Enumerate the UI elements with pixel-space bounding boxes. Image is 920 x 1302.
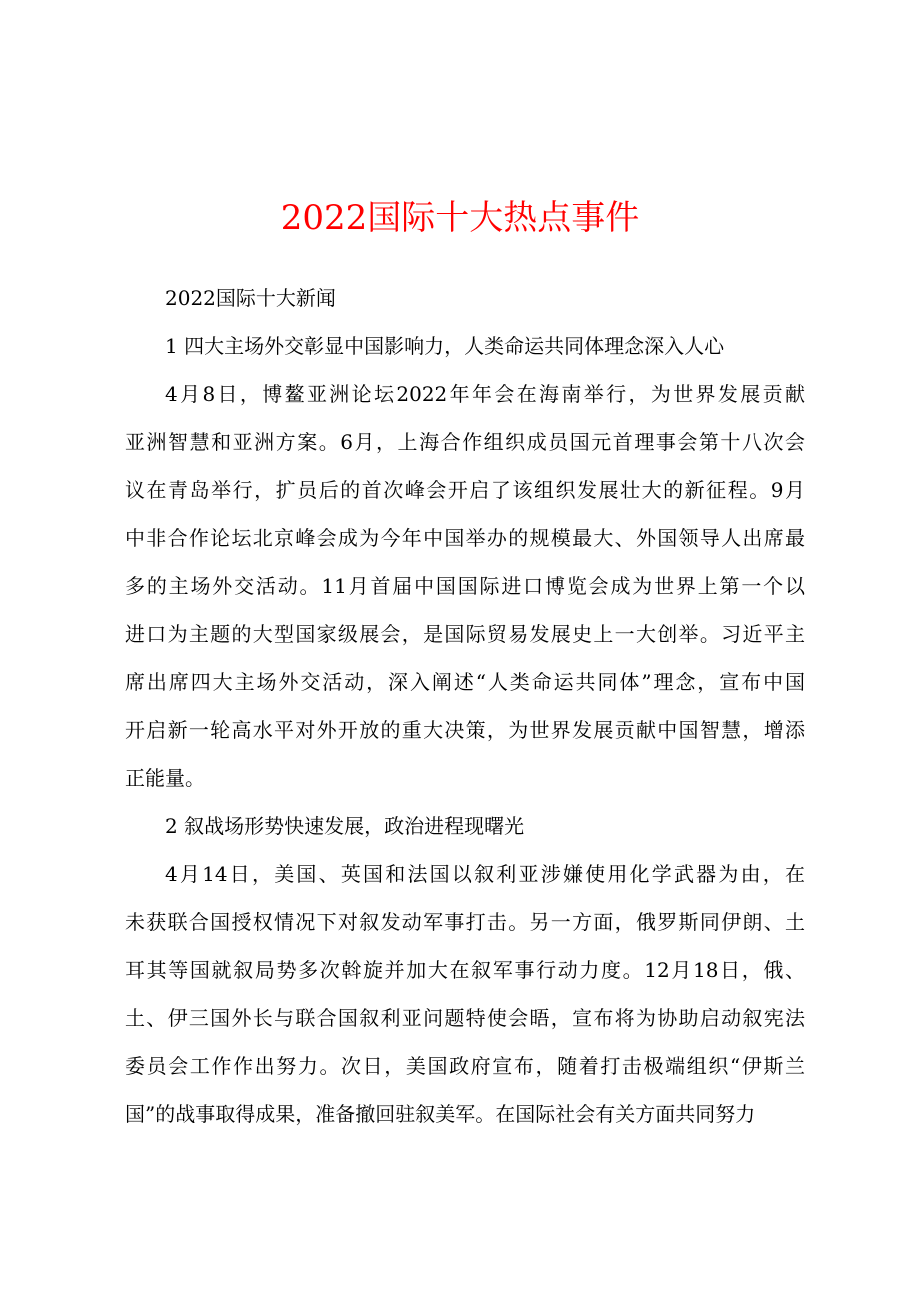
text-line: 开启新一轮高水平对外开放的重大决策，为世界发展贡献中国智慧，增添 xyxy=(125,718,805,742)
text-line: 耳其等国就叙局势多次斡旋并加大在叙军事行动力度。12月18日，俄、 xyxy=(125,958,805,982)
text-line: 中非合作论坛北京峰会成为今年中国举办的规模最大、外国领导人出席最 xyxy=(125,526,805,550)
text-line: 土、伊三国外长与联合国叙利亚问题特使会晤，宣布将为协助启动叙宪法 xyxy=(125,1006,805,1030)
text-line: 进口为主题的大型国家级展会，是国际贸易发展史上一大创举。习近平主 xyxy=(125,622,805,646)
text-line: 未获联合国授权情况下对叙发动军事打击。另一方面，俄罗斯同伊朗、土 xyxy=(125,910,805,934)
paragraph xyxy=(125,802,805,850)
text-line: 议在青岛举行，扩员后的首次峰会开启了该组织发展壮大的新征程。9月 xyxy=(125,478,805,502)
document-title: 2022国际十大热点事件 xyxy=(280,198,640,238)
paragraph xyxy=(125,322,805,370)
text-line: 委员会工作作出努力。次日，美国政府宣布，随着打击极端组织“伊斯兰 xyxy=(125,1054,805,1078)
text-line: 4月14日，美国、英国和法国以叙利亚涉嫌使用化学武器为由，在 xyxy=(165,862,805,886)
text-line: 2 叙战场形势快速发展，政治进程现曙光 xyxy=(165,814,525,838)
text-line: 席出席四大主场外交活动，深入阐述“人类命运共同体”理念，宣布中国 xyxy=(125,670,805,694)
text-line: 正能量。 xyxy=(125,766,205,790)
text-line: 亚洲智慧和亚洲方案。6月，上海合作组织成员国元首理事会第十八次会 xyxy=(125,430,805,454)
text-line: 多的主场外交活动。11月首届中国国际进口博览会成为世界上第一个以 xyxy=(125,574,805,598)
text-line: 2022国际十大新闻 xyxy=(165,286,336,310)
text-line: 1 四大主场外交彰显中国影响力，人类命运共同体理念深入人心 xyxy=(165,334,725,358)
text-line: 国”的战事取得成果，准备撤回驻叙美军。在国际社会有关方面共同努力 xyxy=(125,1102,756,1126)
paragraph xyxy=(125,370,805,802)
document-body xyxy=(125,274,805,1138)
paragraph xyxy=(125,274,805,322)
text-line: 4月8日，博鳌亚洲论坛2022年年会在海南举行，为世界发展贡献 xyxy=(165,382,805,406)
paragraph xyxy=(125,850,805,1138)
